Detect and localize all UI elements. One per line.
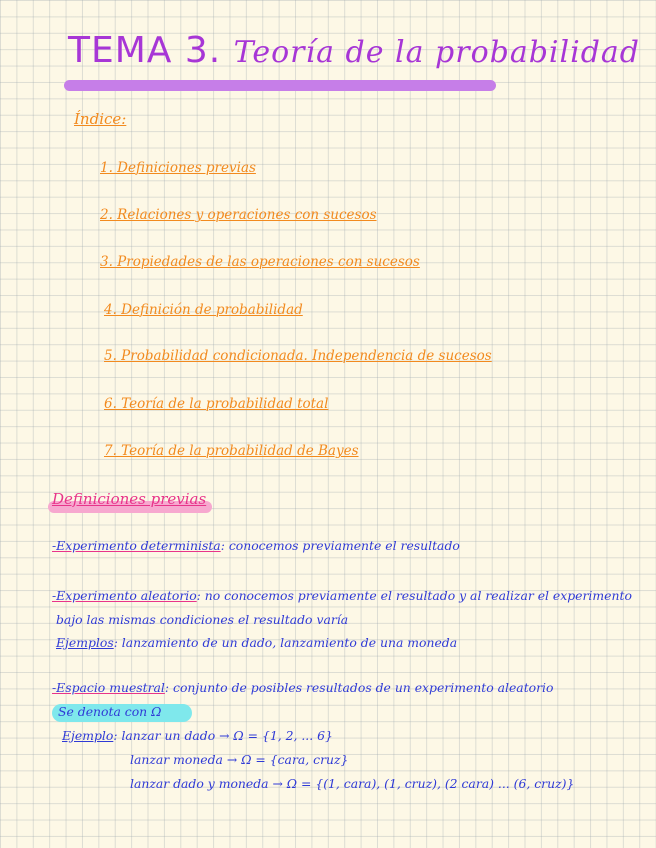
- indice-heading: Índice:: [74, 110, 127, 128]
- title-highlight: [64, 80, 496, 91]
- index-item-1: 1. Definiciones previas: [100, 160, 256, 176]
- ejemplo-line-1: : lanzar un dado → Ω = {1, 2, ... 6}: [113, 728, 333, 743]
- index-item-5: 5. Probabilidad condicionada. Independencia de sucesos: [104, 348, 492, 364]
- ejemplo-line-3: lanzar dado y moneda → Ω = {(1, cara), (1, cruz), (2 cara) ... (6, cruz)}: [130, 776, 575, 791]
- definiciones-heading-block: [52, 490, 206, 508]
- def-determinista: [52, 538, 460, 553]
- aleatorio-text: : no conocemos previamente el resultado y al realizar el experimento: [196, 588, 632, 603]
- ejemplo-line-2: lanzar moneda → Ω = {cara, cruz}: [130, 752, 349, 767]
- denota-block: [56, 704, 161, 719]
- ejemplo-label: Ejemplo: [62, 728, 114, 743]
- title-block: [68, 30, 640, 90]
- index-item-2: 2. Relaciones y operaciones con sucesos: [100, 207, 377, 223]
- espacio-text: : conjunto de posibles resultados de un experimento aleatorio: [164, 680, 554, 695]
- def-aleatorio: [52, 588, 632, 603]
- ejemplos-text: : lanzamiento de un dado, lanzamiento de una moneda: [113, 635, 458, 650]
- title-part1: TEMA 3.: [68, 30, 222, 71]
- index-item-4: 4. Definición de probabilidad: [104, 302, 303, 318]
- title-part2: Teoría de la probabilidad: [233, 35, 641, 70]
- definiciones-heading: Definiciones previas: [52, 490, 207, 508]
- espacio-ejemplo: [62, 728, 333, 743]
- index-item-7: 7. Teoría de la probabilidad de Bayes: [104, 443, 359, 459]
- aleatorio-line2: bajo las mismas condiciones el resultado varía: [56, 612, 349, 627]
- ejemplos-label: Ejemplos: [56, 635, 114, 650]
- determinista-text: : conocemos previamente el resultado: [220, 538, 460, 553]
- espacio-term: -Espacio muestral: [52, 680, 165, 695]
- def-espacio-muestral: [52, 680, 553, 695]
- aleatorio-term: -Experimento aleatorio: [52, 588, 197, 603]
- index-item-6: 6. Teoría de la probabilidad total: [104, 396, 329, 412]
- index-item-3: 3. Propiedades de las operaciones con sucesos: [100, 254, 420, 270]
- determinista-term: -Experimento determinista: [52, 538, 221, 553]
- page-title: [68, 30, 640, 71]
- denota-text: Se denota con Ω: [58, 704, 162, 719]
- aleatorio-ejemplos: [56, 635, 457, 650]
